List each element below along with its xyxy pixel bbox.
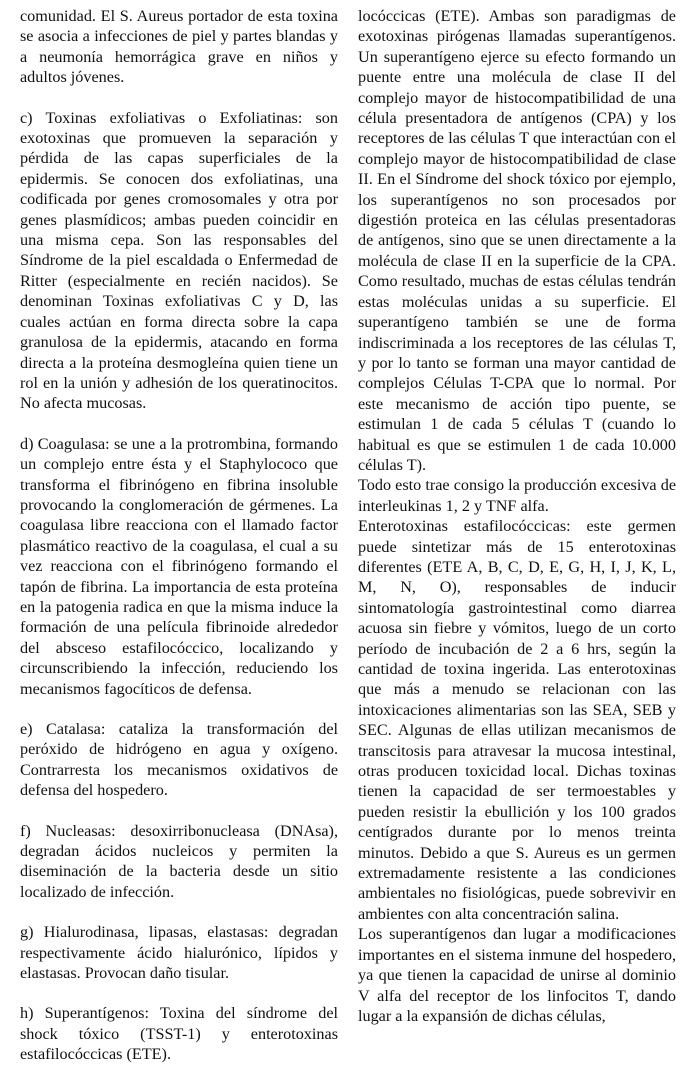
paragraph-community-toxin: comunidad. El S. Aureus portador de esta toxina se asocia a infecciones de piel y partes blandas y a neumonía hemorrágica grave en niños y adultos jóvenes.	[20, 7, 338, 87]
right-column	[358, 6, 676, 1025]
paragraph-hyaluronidase: g) Hialurodinasa, lipasas, elastasas: degradan respectivamente ácido hialurónico, lípidos y elastasas. Provocan daño tisular.	[20, 923, 338, 983]
paragraph-coagulase: d) Coagulasa: se une a la protrombina, formando un complejo entre ésta y el Staphylococo que transforma el fibrinógeno en fibrina insoluble provocando la conglomeración de gérmenes. La coagulasa libre reacciona con el llamado factor plasmático reactivo de la coagulasa, el cual a su vez reacciona con el fibrinógeno formando el tapón de fibrina. La importancia de esta proteína en la patogenia radica en que la misma induce la formación de una película fibrinoide alrededor del absceso estafilocóccico, localizando y circunscribiendo la infección, reduciendo los mecanismos fagocíticos de defensa.	[20, 434, 338, 698]
paragraph-interleukins: Todo esto trae consigo la producción excesiva de interleukinas 1, 2 y TNF alfa.	[358, 476, 676, 515]
paragraph-nucleases: f) Nucleasas: desoxirribonucleasa (DNAsa), degradan ácidos nucleicos y permiten la diseminación de la bacteria desde un sitio localizado de infección.	[20, 821, 338, 901]
paragraph-enterotoxins: Enterotoxinas estafilocóccicas: este germen puede sintetizar más de 15 enterotoxinas diferentes (ETE A, B, C, D, E, G, H, I, J, K, L, M, N, O), responsables de inducir sintomatología gastrointestinal como diarrea acuosa sin fiebre y vómitos, luego de un corto período de incubación de 2 a 6 hrs, según la cantidad de toxina ingerida. Las enterotoxinas que más a menudo se relacionan con las intoxicaciones alimentarias son las SEA, SEB y SEC. Algunas de ellas utilizan mecanismos de transcitosis para atravesar la mucosa intestinal, otras producen toxicidad local. Dichas toxinas tienen la capacidad de ser termoestables y pueden resistir la ebullición y los 100 grados centígrados durante por lo menos treinta minutos. Debido a que S. Aureus es un germen extremadamente resistente a las condiciones ambientales no fisiológicas, puede sobrevivir en ambientes con alta concentración salina.	[358, 517, 676, 923]
paragraph-catalase: e) Catalasa: cataliza la transformación del peróxido de hidrógeno en agua y oxígeno. Contrarresta los mecanismos oxidativos de defensa del hospedero.	[20, 720, 338, 800]
paragraph-superantigen-mechanism: locóccicas (ETE). Ambas son paradigmas de exotoxinas pirógenas llamadas superantígenos. Un superantígeno ejerce su efecto formando un puente entre una molécula de clase II del complejo mayor de histocompatibilidad de una célula presentadora de antígenos (CPA) y los receptores de las células T que interactúan con el complejo mayor de histocompatibilidad de clase II. En el Síndrome del shock tóxico por ejemplo, los superantígenos no son procesados por digestión proteica en las células presentadoras de antígenos, sino que se unen directamente a la molécula de clase II en la superficie de la CPA. Como resultado, muchas de estas células tendrán estas moléculas unidas a su superficie. El superantígeno también se une de forma indiscriminada a los receptores de las células T, y por lo tanto se forman una mayor cantidad de complejos Células T-CPA que lo normal. Por este mecanismo de acción tipo puente, se estimulan 1 de cada 5 células T (cuando lo habitual es que se estimulen 1 de cada 10.000 células T).	[358, 7, 676, 474]
paragraph-superantigens-intro: h) Superantígenos: Toxina del síndrome del shock tóxico (TSST-1) y enterotoxinas estafilocóccicas (ETE).	[20, 1004, 338, 1064]
paragraph-exfoliative-toxins: c) Toxinas exfoliativas o Exfoliatinas: son exotoxinas que promueven la separación y pérdida de las capas superficiales de la epidermis. Se conocen dos exfoliatinas, una codificada por genes cromosomales y otra por genes plasmídicos; ambas pueden coincidir en una misma cepa. Son las responsables del Síndrome de la piel escaldada o Enfermedad de Ritter (especialmente en recién nacidos). Se denominan Toxinas exfoliativas C y D, las cuales actúan en forma directa sobre la capa granulosa de la epidermis, atacando en forma directa a la proteína desmogleína quien tiene un rol en la unión y adhesión de los queratinocitos. No afecta mucosas.	[20, 108, 338, 413]
paragraph-immune-modifications: Los superantígenos dan lugar a modificaciones importantes en el sistema inmune del hospedero, ya que tienen la capacidad de unirse al dominio V alfa del receptor de los linfocitos T, dando lugar a la expansión de dichas células,	[358, 925, 676, 1025]
left-column	[20, 6, 338, 1064]
